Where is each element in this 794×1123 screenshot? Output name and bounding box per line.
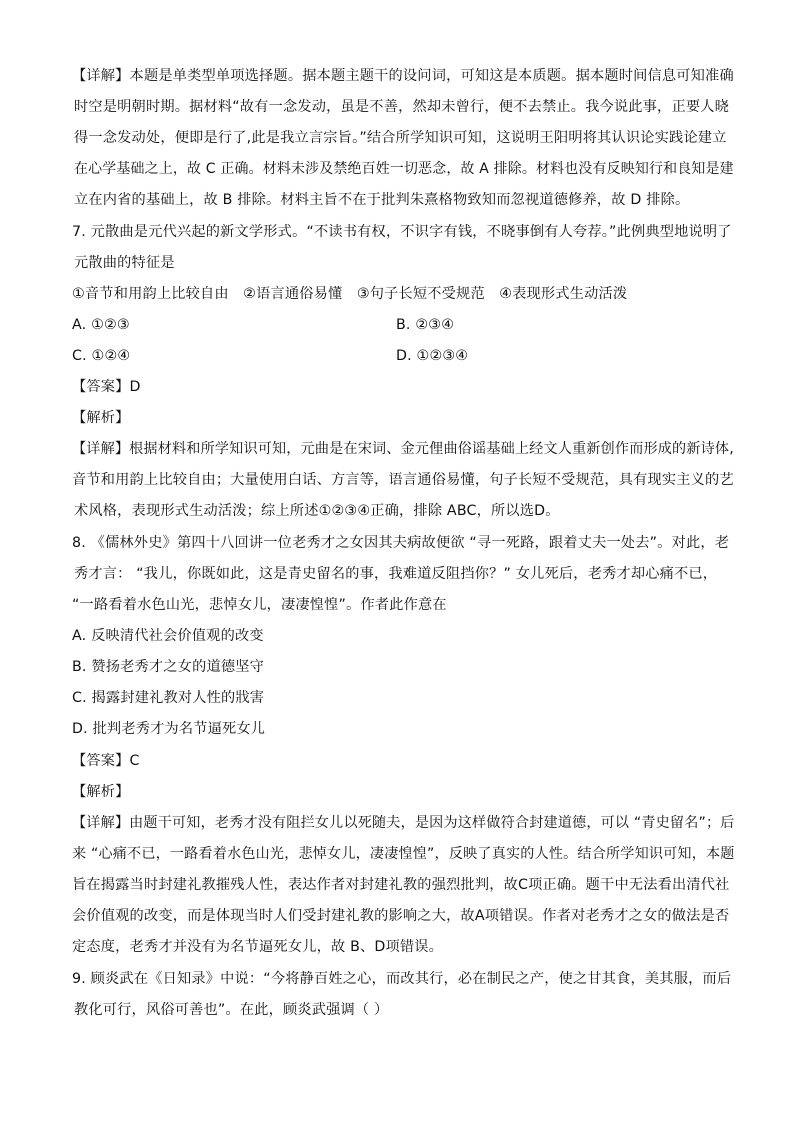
q7-detail-line-1: 【详解】根据材料和所学知识可知，元曲是在宋词、金元俚曲俗谣基础上经文人重新创作而形成的新诗体, [72,441,734,457]
q8-option-b: B. 赞扬老秀才之女的道德坚守 [72,659,265,675]
q6-detail-line-4: 在心学基础之上，故 C 正确。材料未涉及禁绝百姓一切恶念，故 A 排除。材料也没有反映知行和良知是建 [74,161,734,177]
q8-analysis-label: 【解析】 [72,784,130,800]
q8-detail-line-4: 会价值观的改变，而是体现当时人们受封建礼教的影响之大，故A项错误。作者对老秀才之女的做法是否 [72,908,730,924]
q7-stem-line-1: 7. 元散曲是元代兴起的新文学形式。“不读书有权，不识字有钱，不晓事倒有人夸荐。”此例典型地说明了 [72,224,732,240]
q8-option-a: A. 反映清代社会价值观的改变 [72,628,264,644]
q7-option-c: C. ①②④ [72,348,131,364]
q6-detail-line-1: 【详解】本题是单类型单项选择题。据本题主题干的设问词，可知这是本质题。据本题时间信息可知准确 [72,68,734,84]
q9-stem-line-2: 教化可行，风俗可善也”。在此，顾炎武强调（ ） [74,1002,389,1018]
q8-option-d: D. 批判老秀才为名节逼死女儿 [72,721,266,737]
q8-stem-line-2: 秀才言： “我儿，你既如此，这是青史留名的事，我难道反阻挡你？” 女儿死后，老秀才却心痛不已， [74,566,718,582]
q7-option-a: A. ①②③ [72,317,130,333]
q8-option-c: C. 揭露封建礼教对人性的戕害 [72,690,265,706]
q8-detail-line-1: 【详解】由题干可知，老秀才没有阻拦女儿以死随夫，是因为这样做符合封建道德，可以 “青史留名”；后 [72,815,735,831]
q8-stem-line-3: “一路看着水色山光，悲悼女儿，凄凄惶惶”。作者此作意在 [72,597,447,613]
q7-option-d: D. ①②③④ [396,348,469,364]
q6-detail-line-3: 得一念发动处，便即是行了,此是我立言宗旨。”结合所学知识可知，这说明王阳明将其认识论实践论建立 [74,130,727,146]
q7-answer: 【答案】D [72,379,141,395]
q7-detail-line-3: 术风格，表现形式生动活泼；综上所述①②③④正确，排除 ABC，所以选D。 [74,503,560,519]
q6-detail-line-2: 时空是明朝时期。据材料“故有一念发动，虽是不善，然却未曾行，便不去禁止。我今说此事，正要人晓 [74,99,729,115]
q7-analysis-label: 【解析】 [72,410,130,426]
q9-stem-line-1: 9. 顾炎武在《日知录》中说：“今将静百姓之心，而改其行，必在制民之产，使之甘其食，美其服，而后 [72,971,732,987]
q8-detail-line-3: 旨在揭露当时封建礼教摧残人性，表达作者对封建礼教的强烈批判，故C项正确。题干中无法看出清代社 [72,877,730,893]
q7-stem-line-2: 元散曲的特征是 [74,255,175,271]
q6-detail-line-5: 立在内省的基础上，故 B 排除。材料主旨不在于批判朱熹格物致知而忽视道德修养，故 D 排除。 [74,192,690,208]
q8-stem-line-1: 8. 《儒林外史》第四十八回讲一位老秀才之女因其夫病故便欲 “寻一死路，跟着丈夫一处去”。对此，老 [72,535,730,551]
q7-detail-line-2: 音节和用韵上比较自由；大量使用白话、方言等，语言通俗易懂，句子长短不受规范，具有现实主义的艺 [72,472,734,488]
q8-detail-line-5: 定态度，老秀才并没有为名节逼死女儿，故 B、D项错误。 [72,939,444,955]
q7-option-b: B. ②③④ [396,317,455,333]
q7-items: ①音节和用韵上比较自由 ②语言通俗易懂 ③句子长短不受规范 ④表现形式生动活泼 [72,286,628,302]
q8-answer: 【答案】C [72,753,140,769]
q8-detail-line-2: 来 “心痛不已，一路看着水色山光，悲悼女儿，凄凄惶惶”，反映了真实的人性。结合所学知识可知，本题 [72,846,735,862]
